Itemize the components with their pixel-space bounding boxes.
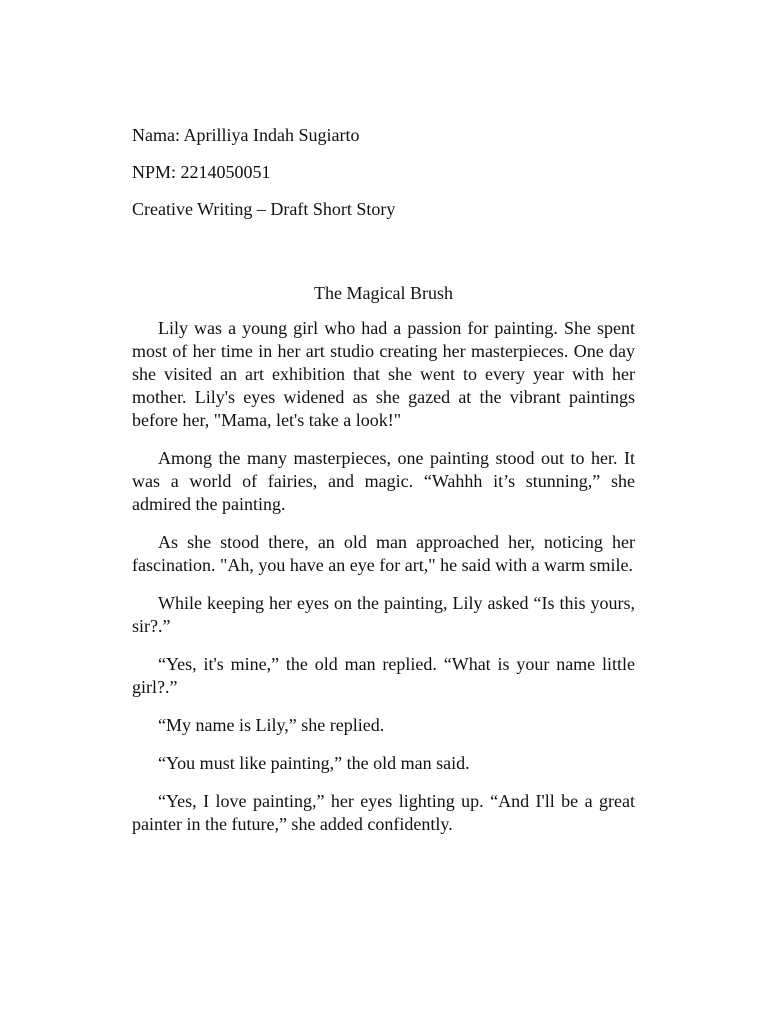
- story-paragraph: While keeping her eyes on the painting, Lily asked “Is this yours, sir?.”: [132, 593, 635, 636]
- student-npm-line: NPM: 2214050051: [132, 162, 271, 182]
- course-line: Creative Writing – Draft Short Story: [132, 199, 396, 219]
- story-paragraph: “You must like painting,” the old man said.: [158, 753, 470, 773]
- story-paragraph: “Yes, it's mine,” the old man replied. “What is your name little girl?.”: [132, 654, 635, 697]
- student-name-line: Nama: Aprilliya Indah Sugiarto: [132, 125, 360, 145]
- story-paragraph: As she stood there, an old man approached her, noticing her fascination. "Ah, you have an eye for art," he said with a warm smile.: [132, 532, 635, 575]
- story-paragraph: “Yes, I love painting,” her eyes lighting up. “And I'll be a great painter in the future,” she added confidently.: [132, 791, 635, 834]
- story-title: The Magical Brush: [314, 283, 453, 303]
- story-paragraph: Lily was a young girl who had a passion for painting. She spent most of her time in her art studio creating her masterpieces. One day she visited an art exhibition that she went to every year with her mother. Lily's eyes widened as she gazed at the vibrant paintings before her, "Mama, let's take a look!": [132, 318, 635, 430]
- story-paragraph: “My name is Lily,” she replied.: [158, 715, 385, 735]
- story-paragraph: Among the many masterpieces, one painting stood out to her. It was a world of fairies, and magic. “Wahhh it’s stunning,” she admired the painting.: [132, 448, 635, 514]
